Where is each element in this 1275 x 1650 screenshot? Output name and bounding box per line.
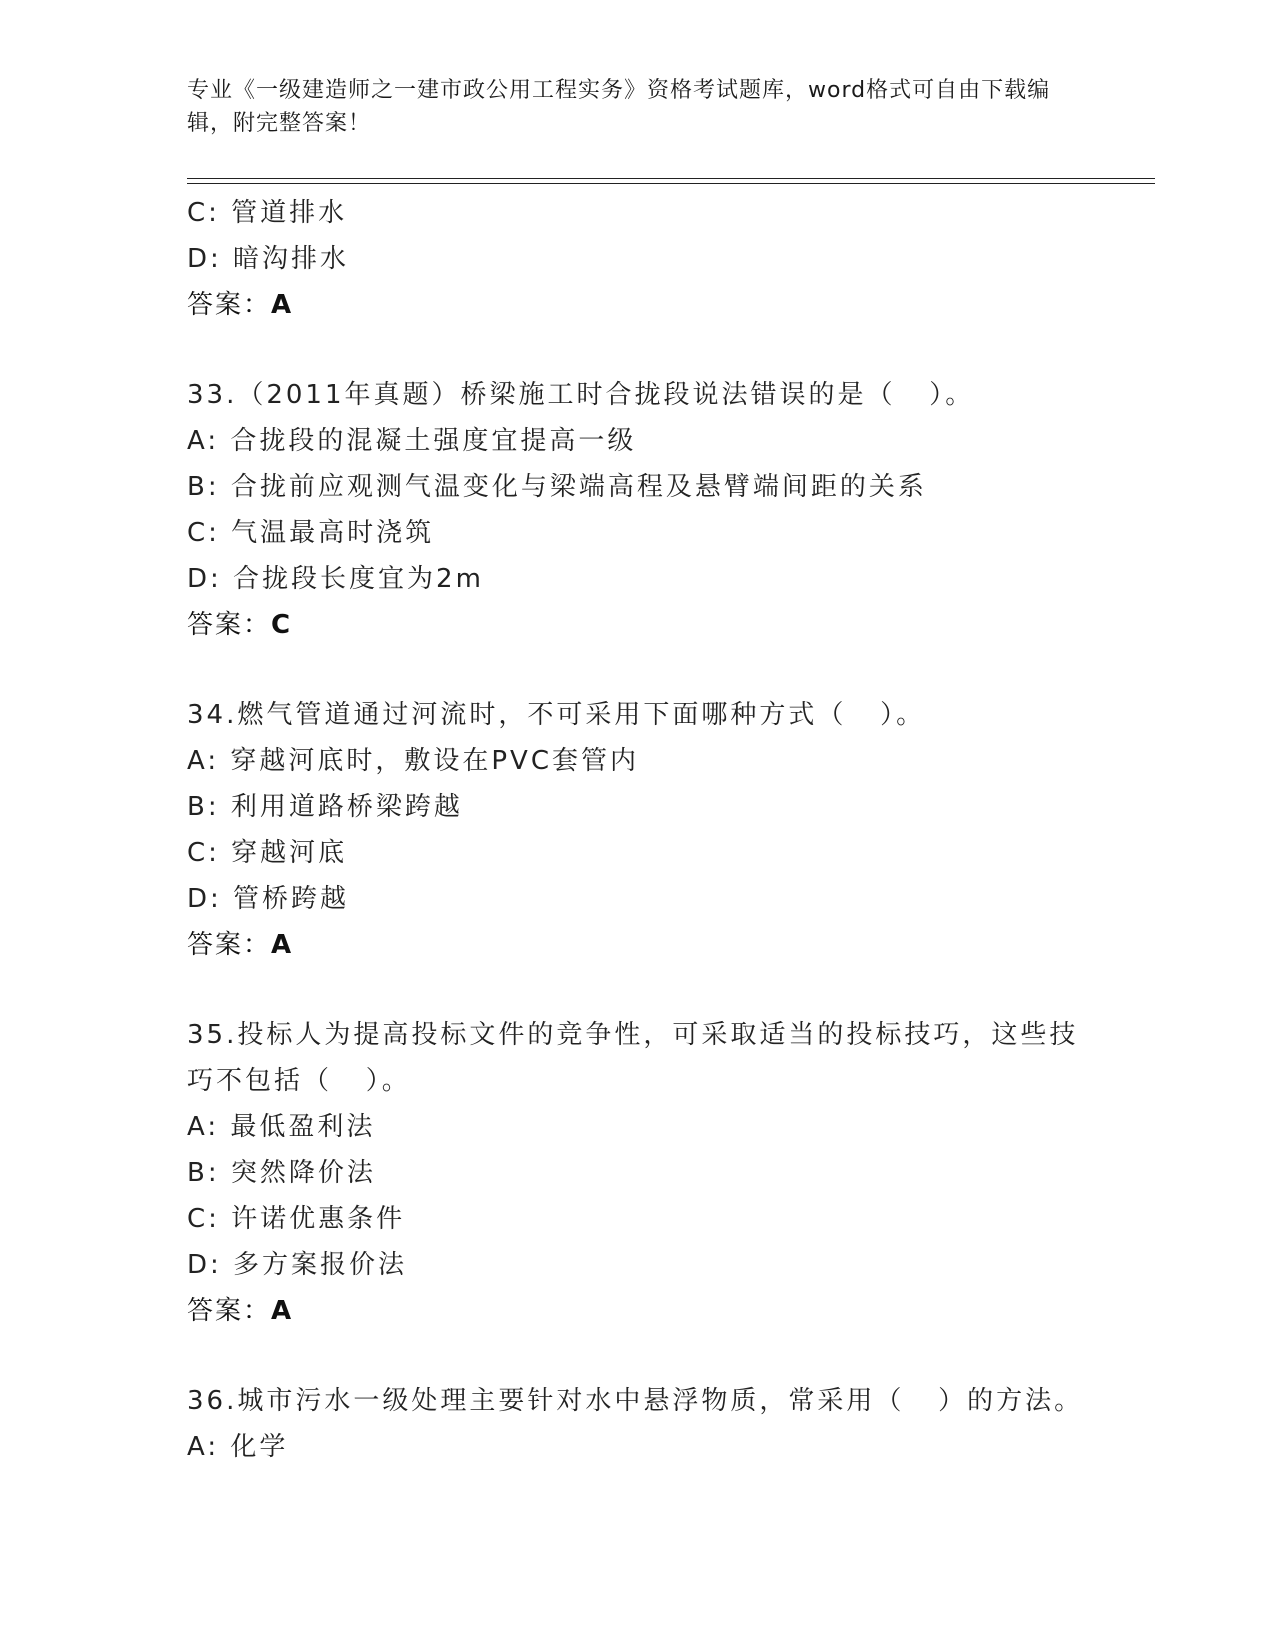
- option-b: B: 利用道路桥梁跨越: [187, 792, 463, 822]
- answer-line: [187, 1288, 1087, 1334]
- answer-label: 答案：: [187, 290, 272, 320]
- option-d: D: 多方案报价法: [187, 1250, 408, 1280]
- option-c: C: 管道排水: [187, 198, 348, 228]
- spacer: [187, 1334, 1087, 1378]
- answer-value: A: [271, 290, 294, 320]
- header-rule-bottom: [187, 183, 1155, 184]
- document-header: 专业《一级建造师之一建市政公用工程实务》资格考试题库，word格式可自由下载编辑，附完整答案！: [187, 78, 1051, 136]
- option-c: C: 气温最高时浇筑: [187, 518, 435, 548]
- header-rule-top: [187, 178, 1155, 179]
- answer-value: A: [271, 1296, 294, 1326]
- question-list: [187, 190, 1087, 1470]
- option-a: A: 穿越河底时，敷设在PVC套管内: [187, 746, 639, 776]
- option-a: A: 合拢段的混凝土强度宜提高一级: [187, 426, 637, 456]
- question-35: [187, 1012, 1087, 1334]
- question-stem: 35.投标人为提高投标文件的竞争性，可采取适当的投标技巧，这些技巧不包括（ ）。: [187, 1020, 1079, 1096]
- option-d: D: 合拢段长度宜为2m: [187, 564, 484, 594]
- answer-label: 答案：: [187, 930, 272, 960]
- spacer: [187, 648, 1087, 692]
- answer-value: C: [271, 610, 293, 640]
- answer-value: A: [271, 930, 294, 960]
- option-b: B: 突然降价法: [187, 1158, 376, 1188]
- question-stem: 36.城市污水一级处理主要针对水中悬浮物质，常采用（ ）的方法。: [187, 1386, 1084, 1416]
- option-d: D: 暗沟排水: [187, 244, 350, 274]
- spacer: [187, 968, 1087, 1012]
- question-stem: 33.（2011年真题）桥梁施工时合拢段说法错误的是（ ）。: [187, 380, 975, 410]
- answer-label: 答案：: [187, 610, 272, 640]
- option-b: B: 合拢前应观测气温变化与梁端高程及悬臂端间距的关系: [187, 472, 927, 502]
- option-a: A: 最低盈利法: [187, 1112, 376, 1142]
- answer-line: [187, 602, 1087, 648]
- question-34: [187, 692, 1087, 968]
- option-c: C: 许诺优惠条件: [187, 1204, 406, 1234]
- question-33: [187, 372, 1087, 648]
- answer-line: [187, 282, 1087, 328]
- option-c: C: 穿越河底: [187, 838, 348, 868]
- answer-line: [187, 922, 1087, 968]
- option-d: D: 管桥跨越: [187, 884, 350, 914]
- answer-label: 答案：: [187, 1296, 272, 1326]
- option-a: A: 化学: [187, 1432, 289, 1462]
- spacer: [187, 328, 1087, 372]
- question-32-continued: [187, 190, 1087, 328]
- question-stem: 34.燃气管道通过河流时，不可采用下面哪种方式（ ）。: [187, 700, 926, 730]
- question-36: [187, 1378, 1087, 1470]
